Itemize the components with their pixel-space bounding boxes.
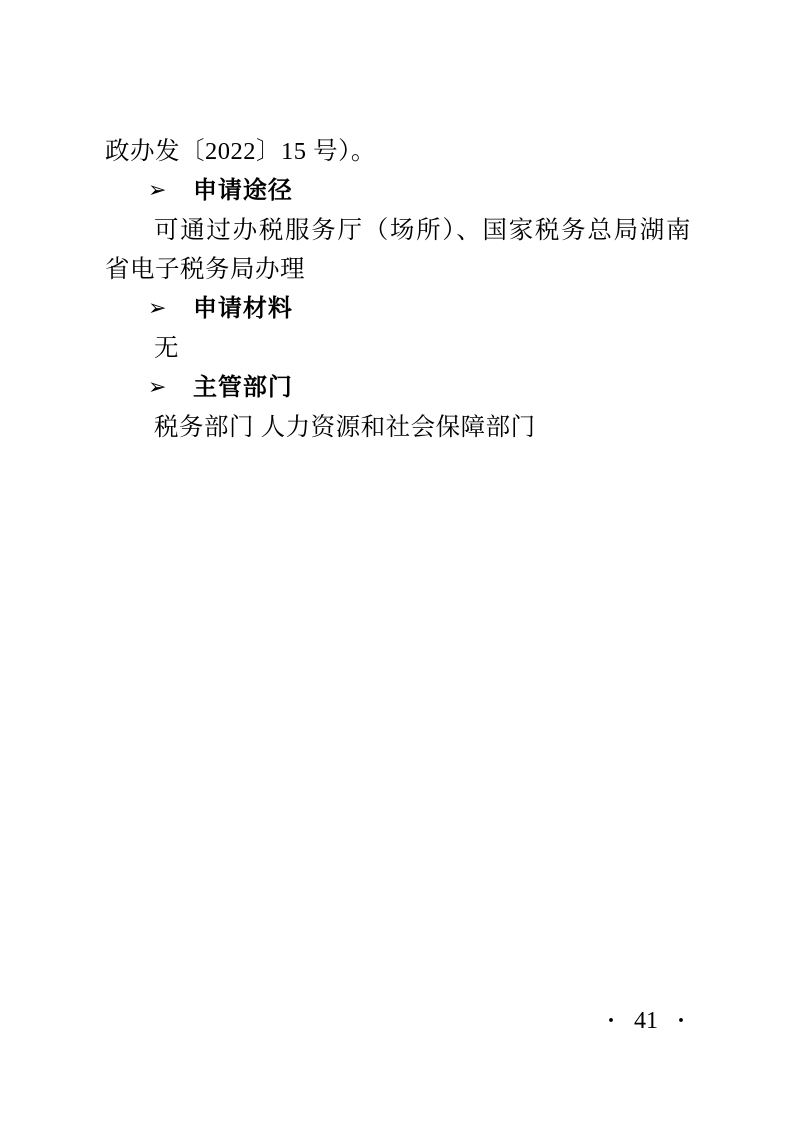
section-heading-competent-department	[148, 368, 691, 408]
page-number-right-dot: ·	[676, 1008, 685, 1034]
page-content	[105, 132, 691, 447]
section-body-application-materials: 无	[154, 335, 179, 362]
paragraph-continuation: 政办发〔2022〕15 号）。	[105, 138, 376, 165]
section-heading-application-materials	[148, 289, 691, 329]
arrowhead-bullet-icon: ➢	[148, 178, 167, 203]
page-number-left-dot: ·	[606, 1008, 615, 1034]
arrowhead-bullet-icon: ➢	[148, 375, 167, 400]
section-body-application-channel: 可通过办税服务厅（场所）、国家税务总局湖南省电子税务局办理	[105, 217, 691, 283]
section-heading-label: 申请途径	[192, 177, 293, 204]
section-heading-label: 主管部门	[192, 374, 293, 401]
section-heading-application-channel	[148, 171, 691, 211]
arrowhead-bullet-icon: ➢	[148, 296, 167, 321]
section-heading-label: 申请材料	[192, 295, 293, 322]
page-number	[607, 1008, 685, 1035]
page-number-value: 41	[633, 1008, 658, 1034]
section-body-competent-department: 税务部门 人力资源和社会保障部门	[154, 414, 536, 441]
